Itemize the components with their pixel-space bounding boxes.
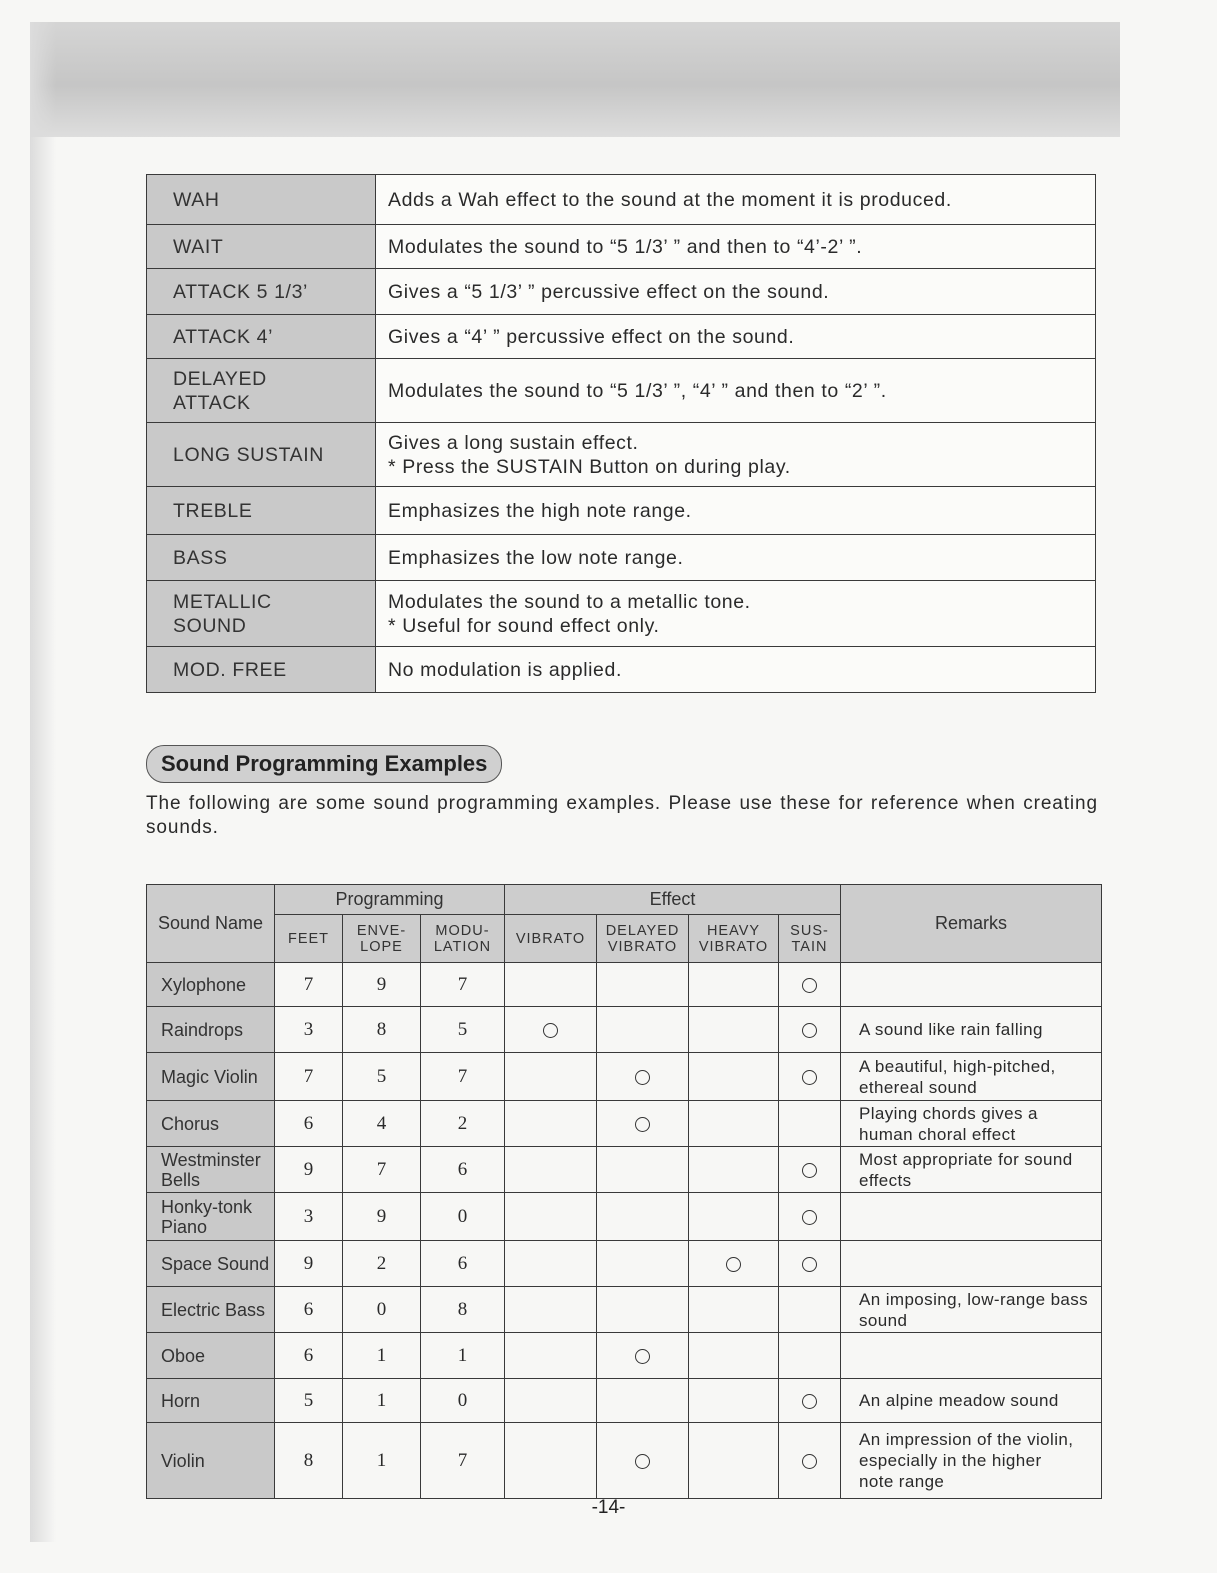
example-feet-value: 8 [275, 1423, 343, 1499]
example-sound-name [147, 1287, 275, 1333]
example-sound-name [147, 963, 275, 1007]
example-sound-name-line: Xylophone [161, 974, 247, 995]
example-remarks-line: An imposing, low-range bass [859, 1289, 1089, 1309]
modulation-row [147, 269, 1096, 315]
page-number: -14- [591, 1497, 626, 1518]
modulation-name-line: WAIT [173, 235, 224, 258]
example-row [147, 1379, 1102, 1423]
example-heavy-vibrato-cell [689, 1053, 779, 1101]
modulation-row [147, 581, 1096, 647]
example-delayed-vibrato-cell [597, 963, 689, 1007]
example-vibrato-cell [505, 1333, 597, 1379]
example-remarks-line: especially in the higher [859, 1451, 1042, 1470]
example-remarks-line: effects [859, 1170, 912, 1190]
scan-left-edge [30, 22, 56, 1542]
modulation-table [146, 174, 1096, 693]
circle-mark-icon [635, 1070, 650, 1085]
example-vibrato-cell [505, 1241, 597, 1287]
example-vibrato-cell [505, 1287, 597, 1333]
example-row [147, 1333, 1102, 1379]
example-row [147, 1101, 1102, 1147]
example-delayed-vibrato-cell [597, 1007, 689, 1053]
modulation-name-line: LONG SUSTAIN [173, 443, 324, 466]
example-row [147, 1053, 1102, 1101]
example-modulation-value: 6 [421, 1241, 505, 1287]
example-row [147, 1423, 1102, 1499]
modulation-description-line: Emphasizes the low note range. [388, 546, 684, 569]
example-sound-name [147, 1241, 275, 1287]
example-sound-name-line: Horn [161, 1390, 201, 1411]
example-sustain-cell [779, 1101, 841, 1147]
modulation-row [147, 225, 1096, 269]
example-remarks-line: sound [859, 1310, 908, 1330]
modulation-description-line: Modulates the sound to “5 1/3’ ”, “4’ ” and then to “2’ ”. [388, 379, 887, 402]
example-remarks-line: human choral effect [859, 1124, 1016, 1144]
example-sound-name-line: Space Sound [161, 1253, 270, 1274]
modulation-description-line: No modulation is applied. [388, 658, 622, 681]
example-modulation-value: 7 [421, 1053, 505, 1101]
example-vibrato-cell [505, 963, 597, 1007]
modulation-description [376, 487, 1096, 535]
example-modulation-value: 1 [421, 1333, 505, 1379]
modulation-description-line: Gives a “4’ ” percussive effect on the sound. [388, 325, 795, 348]
example-heavy-vibrato-cell [689, 1193, 779, 1241]
header-programming: Programming [275, 885, 505, 915]
example-vibrato-cell [505, 1379, 597, 1423]
example-envelope-value: 1 [343, 1379, 421, 1423]
example-modulation-value: 6 [421, 1147, 505, 1193]
example-heavy-vibrato-cell [689, 963, 779, 1007]
modulation-name [147, 535, 376, 581]
modulation-description-line: Modulates the sound to “5 1/3’ ” and then to “4’-2’ ”. [388, 235, 863, 258]
example-modulation-value: 2 [421, 1101, 505, 1147]
circle-mark-icon [726, 1257, 741, 1272]
example-sustain-cell [779, 963, 841, 1007]
modulation-name [147, 487, 376, 535]
example-sound-name [147, 1101, 275, 1147]
circle-mark-icon [802, 978, 817, 993]
example-heavy-vibrato-cell [689, 1333, 779, 1379]
modulation-name [147, 225, 376, 269]
header-vibrato: VIBRATO [505, 915, 597, 963]
example-delayed-vibrato-cell [597, 1147, 689, 1193]
modulation-description-line: * Press the SUSTAIN Button on during play. [388, 455, 791, 478]
modulation-description-line: Gives a long sustain effect. [388, 431, 639, 454]
modulation-name [147, 581, 376, 647]
example-sustain-cell [779, 1241, 841, 1287]
modulation-name-line: SOUND [173, 614, 247, 637]
example-envelope-value: 7 [343, 1147, 421, 1193]
example-heavy-vibrato-cell [689, 1241, 779, 1287]
example-heavy-vibrato-cell [689, 1379, 779, 1423]
modulation-name-line: MOD. FREE [173, 658, 287, 681]
modulation-name-line: DELAYED [173, 367, 267, 390]
example-envelope-value: 8 [343, 1007, 421, 1053]
example-row [147, 1007, 1102, 1053]
example-remarks-line: Playing chords gives a [859, 1103, 1038, 1123]
modulation-table-body [147, 175, 1096, 693]
example-modulation-value: 0 [421, 1379, 505, 1423]
example-feet-value: 7 [275, 1053, 343, 1101]
example-remarks [841, 1333, 1102, 1379]
example-sound-name-line: Bells [161, 1169, 201, 1190]
modulation-name [147, 175, 376, 225]
modulation-name-line: METALLIC [173, 590, 272, 613]
example-remarks-line: note range [859, 1472, 945, 1491]
example-feet-value: 7 [275, 963, 343, 1007]
example-feet-value: 9 [275, 1147, 343, 1193]
circle-mark-icon [543, 1023, 558, 1038]
modulation-name [147, 423, 376, 487]
example-remarks [841, 1287, 1102, 1333]
modulation-description [376, 535, 1096, 581]
example-feet-value: 6 [275, 1333, 343, 1379]
modulation-row [147, 175, 1096, 225]
modulation-name-line: ATTACK 5 1/3’ [173, 280, 308, 303]
header-sound-name: Sound Name [147, 885, 275, 963]
modulation-name [147, 315, 376, 359]
example-feet-value: 5 [275, 1379, 343, 1423]
modulation-row [147, 535, 1096, 581]
modulation-description-line: Adds a Wah effect to the sound at the moment it is produced. [388, 188, 952, 211]
example-envelope-value: 9 [343, 1193, 421, 1241]
example-remarks [841, 1007, 1102, 1053]
example-row [147, 1287, 1102, 1333]
modulation-description [376, 581, 1096, 647]
example-sound-name-line: Piano [161, 1216, 208, 1237]
example-remarks [841, 1379, 1102, 1423]
example-vibrato-cell [505, 1101, 597, 1147]
example-row [147, 1241, 1102, 1287]
modulation-name-line: ATTACK [173, 391, 251, 414]
modulation-row [147, 487, 1096, 535]
modulation-row [147, 647, 1096, 693]
header-effect: Effect [505, 885, 841, 915]
modulation-row [147, 359, 1096, 423]
header-heavy-vibrato-line: HEAVY [706, 922, 761, 939]
example-envelope-value: 2 [343, 1241, 421, 1287]
examples-table-body [147, 963, 1102, 1499]
example-delayed-vibrato-cell [597, 1379, 689, 1423]
example-vibrato-cell [505, 1053, 597, 1101]
modulation-name [147, 359, 376, 423]
example-sound-name [147, 1007, 275, 1053]
example-remarks-line: A beautiful, high-pitched, [859, 1056, 1056, 1076]
header-envelope-line: ENVE- [356, 922, 407, 939]
example-envelope-value: 4 [343, 1101, 421, 1147]
example-envelope-value: 1 [343, 1333, 421, 1379]
example-remarks [841, 1101, 1102, 1147]
example-sustain-cell [779, 1423, 841, 1499]
modulation-name-line: WAH [173, 188, 220, 211]
example-heavy-vibrato-cell [689, 1147, 779, 1193]
header-heavy-vibrato-line: VIBRATO [698, 938, 769, 955]
header-modulation-line: LATION [433, 938, 492, 955]
circle-mark-icon [635, 1349, 650, 1364]
example-sound-name [147, 1333, 275, 1379]
example-heavy-vibrato-cell [689, 1007, 779, 1053]
example-vibrato-cell [505, 1147, 597, 1193]
example-envelope-value: 5 [343, 1053, 421, 1101]
circle-mark-icon [802, 1210, 817, 1225]
modulation-description [376, 225, 1096, 269]
example-sustain-cell [779, 1007, 841, 1053]
example-sound-name-line: Magic Violin [161, 1066, 258, 1087]
example-sound-name-line: Westminster [161, 1149, 261, 1170]
header-delayed-vibrato-line: DELAYED [605, 922, 680, 939]
example-sound-name [147, 1193, 275, 1241]
examples-table [146, 884, 1102, 1499]
circle-mark-icon [635, 1117, 650, 1132]
scan-header-band [30, 22, 1120, 137]
circle-mark-icon [635, 1454, 650, 1469]
modulation-description-line: Modulates the sound to a metallic tone. [388, 590, 751, 613]
example-delayed-vibrato-cell [597, 1333, 689, 1379]
example-vibrato-cell [505, 1007, 597, 1053]
section-title: Sound Programming Examples [146, 745, 502, 783]
example-delayed-vibrato-cell [597, 1193, 689, 1241]
example-sustain-cell [779, 1287, 841, 1333]
example-sustain-cell [779, 1333, 841, 1379]
example-remarks [841, 1423, 1102, 1499]
header-sustain-line: SUS- [790, 922, 829, 939]
header-sustain [779, 915, 841, 963]
example-sound-name [147, 1053, 275, 1101]
header-delayed-vibrato-line: VIBRATO [607, 938, 678, 955]
example-delayed-vibrato-cell [597, 1287, 689, 1333]
example-remarks-line: A sound like rain falling [859, 1020, 1043, 1039]
example-heavy-vibrato-cell [689, 1423, 779, 1499]
example-remarks [841, 963, 1102, 1007]
modulation-description [376, 647, 1096, 693]
modulation-name [147, 269, 376, 315]
modulation-description-line: Emphasizes the high note range. [388, 499, 692, 522]
example-row [147, 1147, 1102, 1193]
example-vibrato-cell [505, 1193, 597, 1241]
circle-mark-icon [802, 1454, 817, 1469]
example-sound-name [147, 1423, 275, 1499]
example-delayed-vibrato-cell [597, 1101, 689, 1147]
example-sound-name-line: Raindrops [161, 1019, 244, 1040]
circle-mark-icon [802, 1070, 817, 1085]
example-delayed-vibrato-cell [597, 1053, 689, 1101]
modulation-name-line: BASS [173, 546, 228, 569]
example-row [147, 963, 1102, 1007]
example-remarks-line: ethereal sound [859, 1077, 978, 1097]
example-modulation-value: 0 [421, 1193, 505, 1241]
modulation-name [147, 647, 376, 693]
header-sustain-line: TAIN [791, 938, 828, 955]
example-sustain-cell [779, 1053, 841, 1101]
circle-mark-icon [802, 1163, 817, 1178]
header-remarks: Remarks [841, 885, 1102, 963]
example-sound-name [147, 1147, 275, 1193]
example-sound-name-line: Chorus [161, 1113, 220, 1134]
example-feet-value: 3 [275, 1193, 343, 1241]
example-envelope-value: 9 [343, 963, 421, 1007]
example-remarks-line: An alpine meadow sound [859, 1391, 1059, 1410]
example-sound-name-line: Electric Bass [161, 1299, 266, 1320]
header-heavy-vibrato [689, 915, 779, 963]
modulation-description [376, 423, 1096, 487]
header-modulation [421, 915, 505, 963]
example-sustain-cell [779, 1147, 841, 1193]
example-heavy-vibrato-cell [689, 1287, 779, 1333]
example-feet-value: 6 [275, 1101, 343, 1147]
example-modulation-value: 8 [421, 1287, 505, 1333]
example-envelope-value: 0 [343, 1287, 421, 1333]
example-remarks-line: Most appropriate for sound [859, 1149, 1073, 1169]
example-sound-name-line: Honky-tonk [161, 1196, 253, 1217]
example-remarks [841, 1193, 1102, 1241]
circle-mark-icon [802, 1394, 817, 1409]
circle-mark-icon [802, 1257, 817, 1272]
example-modulation-value: 7 [421, 1423, 505, 1499]
header-feet: FEET [275, 915, 343, 963]
modulation-description-line: * Useful for sound effect only. [388, 614, 660, 637]
modulation-name-line: TREBLE [173, 499, 253, 522]
intro-paragraph: The following are some sound programming examples. Please use these for reference when creating sounds. [146, 793, 1098, 838]
header-delayed-vibrato [597, 915, 689, 963]
example-sustain-cell [779, 1379, 841, 1423]
example-vibrato-cell [505, 1423, 597, 1499]
modulation-description-line: Gives a “5 1/3’ ” percussive effect on the sound. [388, 280, 830, 303]
modulation-description [376, 175, 1096, 225]
modulation-row [147, 315, 1096, 359]
example-sound-name-line: Violin [161, 1450, 205, 1471]
modulation-name-line: ATTACK 4’ [173, 325, 274, 348]
modulation-description [376, 269, 1096, 315]
example-delayed-vibrato-cell [597, 1423, 689, 1499]
example-sustain-cell [779, 1193, 841, 1241]
example-remarks [841, 1241, 1102, 1287]
header-envelope [343, 915, 421, 963]
header-modulation-line: MODU- [435, 922, 490, 939]
modulation-row [147, 423, 1096, 487]
modulation-description [376, 359, 1096, 423]
modulation-description [376, 315, 1096, 359]
example-heavy-vibrato-cell [689, 1101, 779, 1147]
example-feet-value: 9 [275, 1241, 343, 1287]
example-feet-value: 3 [275, 1007, 343, 1053]
example-modulation-value: 5 [421, 1007, 505, 1053]
example-feet-value: 6 [275, 1287, 343, 1333]
example-delayed-vibrato-cell [597, 1241, 689, 1287]
example-row [147, 1193, 1102, 1241]
circle-mark-icon [802, 1023, 817, 1038]
example-sound-name [147, 1379, 275, 1423]
example-remarks-line: An impression of the violin, [859, 1430, 1074, 1449]
example-envelope-value: 1 [343, 1423, 421, 1499]
header-envelope-line: LOPE [360, 938, 403, 955]
example-sound-name-line: Oboe [161, 1345, 206, 1366]
example-remarks [841, 1053, 1102, 1101]
example-remarks [841, 1147, 1102, 1193]
example-modulation-value: 7 [421, 963, 505, 1007]
